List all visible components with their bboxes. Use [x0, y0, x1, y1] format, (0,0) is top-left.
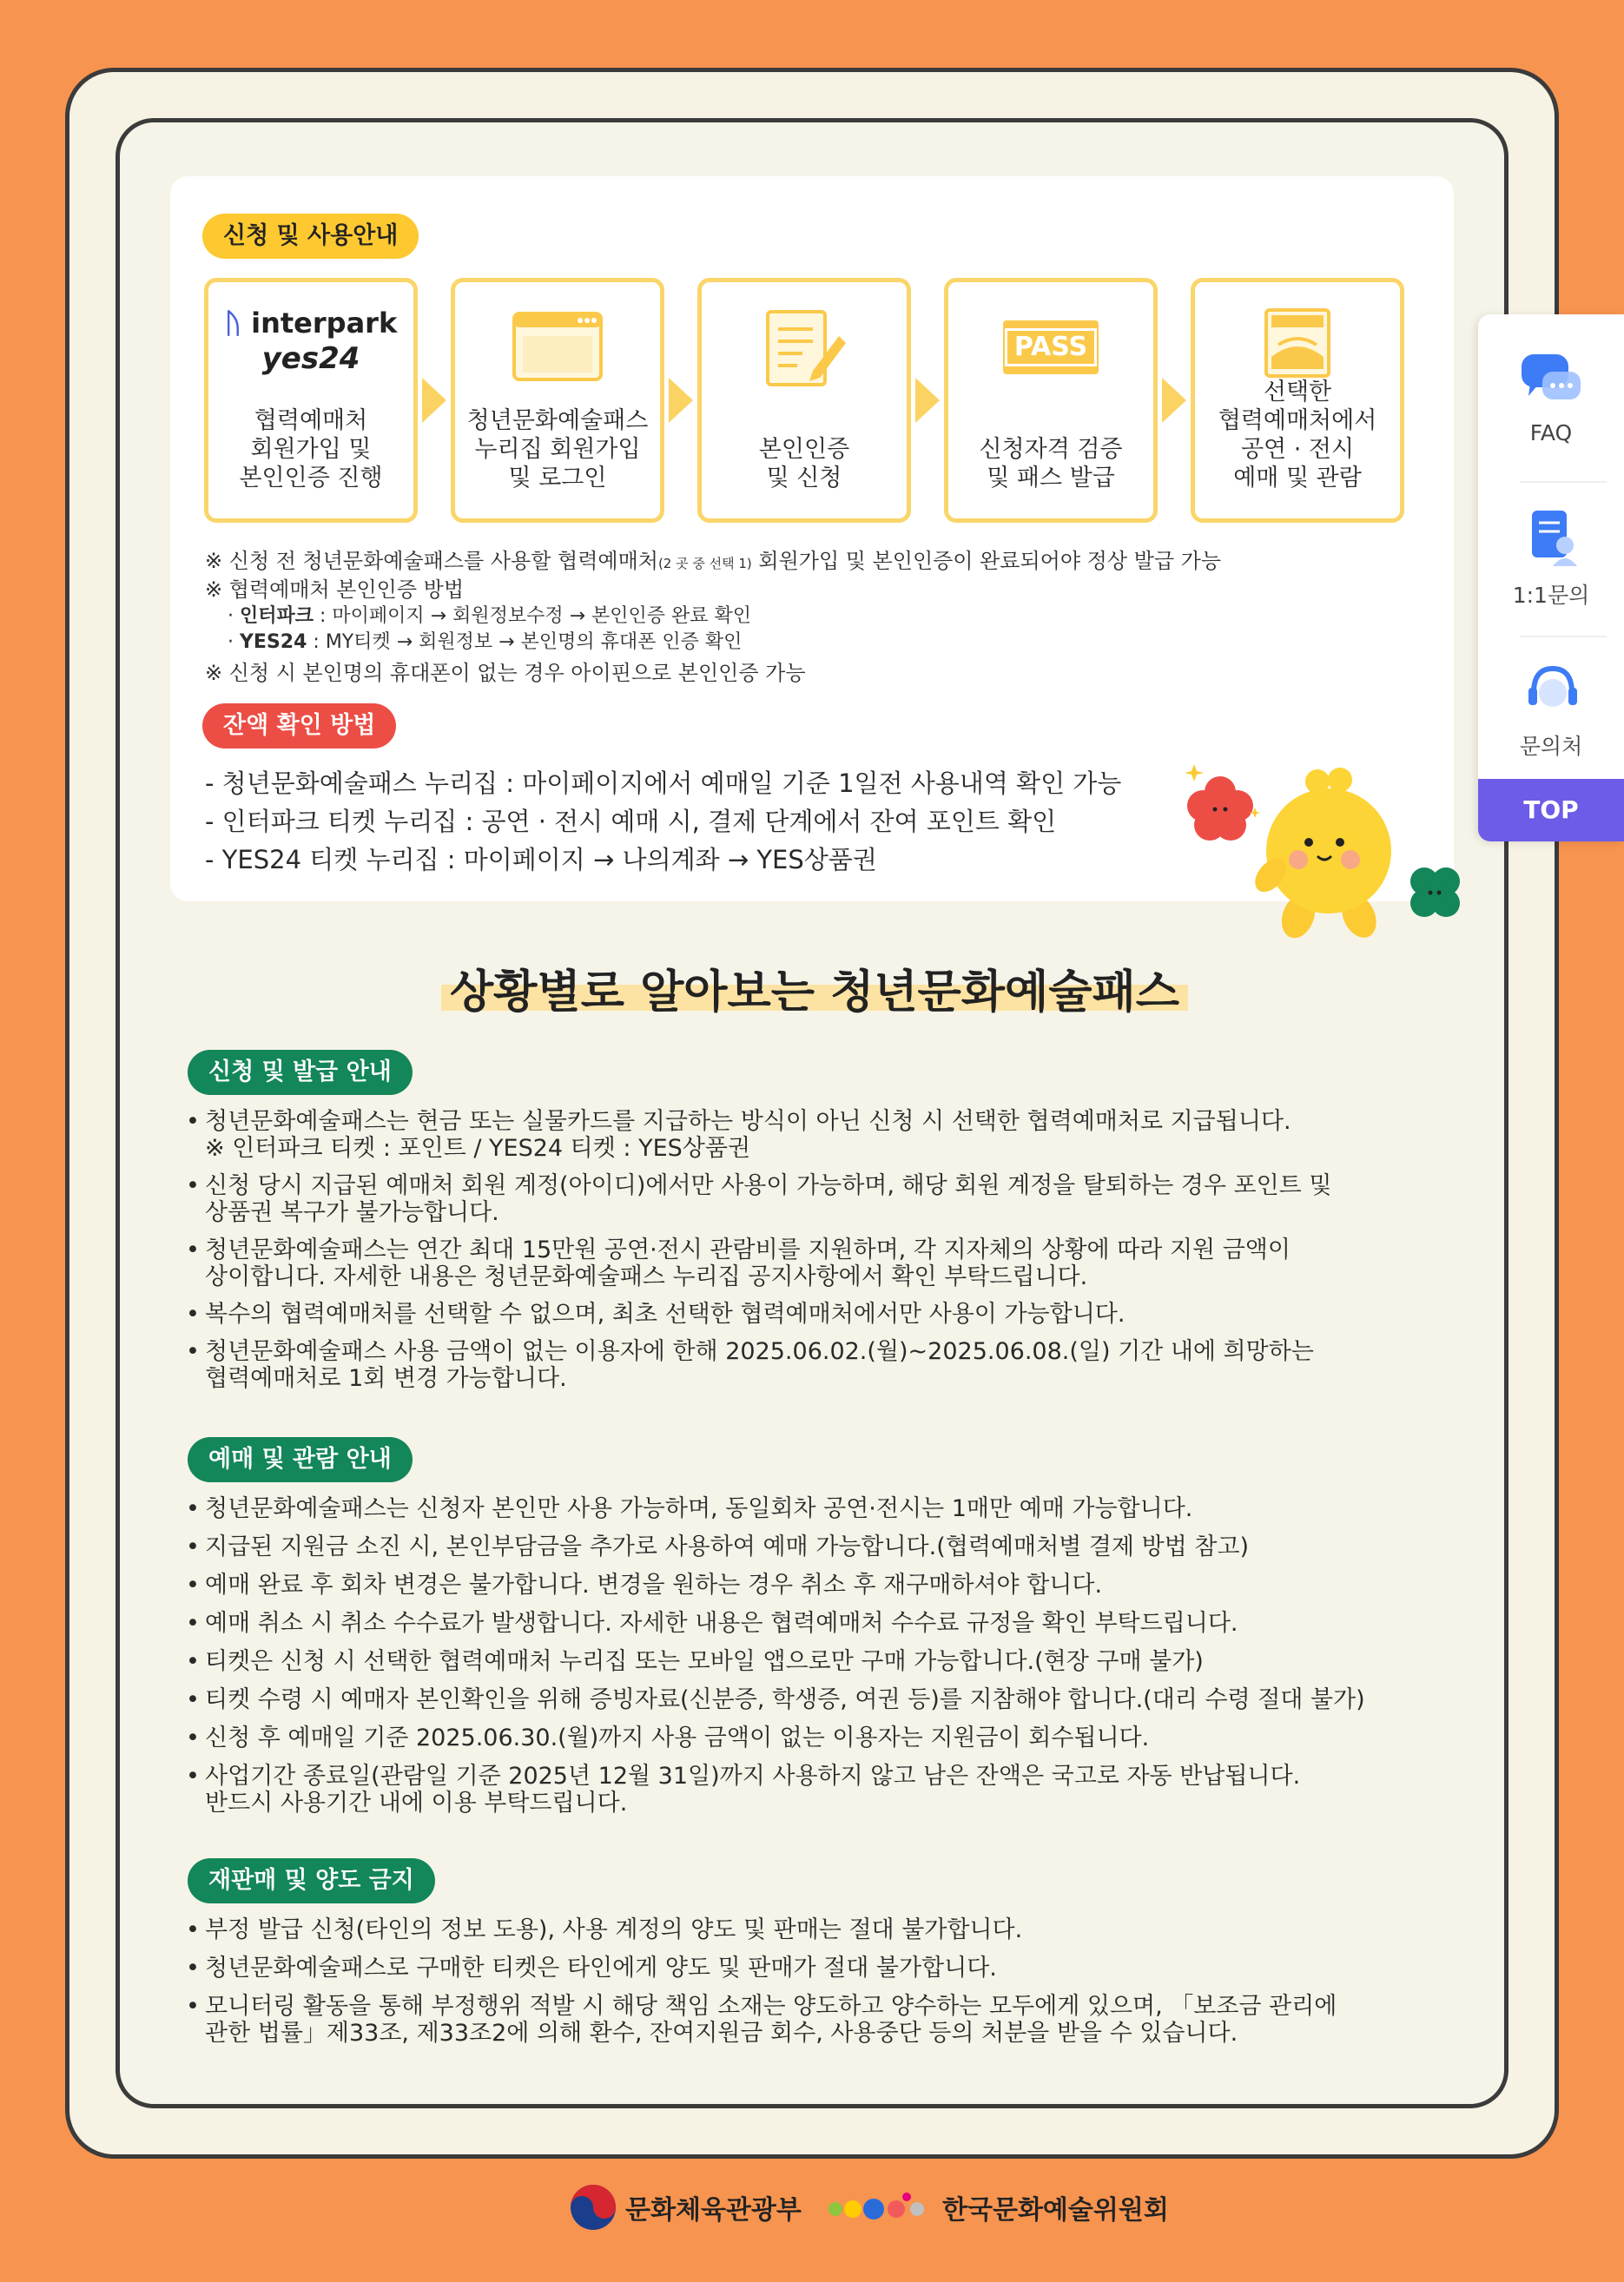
- headset-icon: [1516, 658, 1586, 719]
- list-item: • 모니터링 활동을 통해 부정행위 적발 시 해당 책임 소재는 양도하고 양수하는 모두에게 있으며, 「보조금 관리에 관한 법률」제33조, 제33조2에 의해 환수, 잔여지원금 회수, 사용중단 등의 처분을 받을 수 있습니다.: [184, 1993, 1337, 2047]
- note-1: ※ 신청 전 청년문화예술패스를 사용할 협력예매처(2 곳 중 선택 1) 회원가입 및 본인인증이 완료되어야 정상 발급 가능: [205, 549, 1222, 573]
- list-item: • 부정 발급 신청(타인의 정보 도용), 사용 계정의 양도 및 판매는 절대 불가합니다.: [184, 1916, 1337, 1943]
- list-item: • 신청 후 예매일 기준 2025.06.30.(월)까지 사용 금액이 없는 이용자는 지원금이 회수됩니다.: [184, 1725, 1365, 1751]
- resale-badge: 재판매 및 양도 금지: [188, 1858, 435, 1903]
- balance-line-1: - 청년문화예술패스 누리집 : 마이페이지에서 예매일 기준 1일전 사용내역 확인 가능: [205, 768, 1122, 798]
- list-item: • 티켓은 신청 시 선택한 협력예매처 누리집 또는 모바일 앱으로만 구매 가능합니다.(현장 구매 불가): [184, 1648, 1365, 1675]
- chat-bubble-icon: [1516, 349, 1586, 410]
- side-quick-menu: [1478, 314, 1624, 841]
- inquiry-button[interactable]: 1:1문의: [1478, 507, 1624, 610]
- yellow-mascot-icon: [1249, 768, 1391, 943]
- list-item: • 사업기간 종료일(관람일 기준 2025년 12월 31일)까지 사용하지 않고 남은 잔액은 국고로 자동 반납됩니다. 반드시 사용기간 내에 이용 부탁드립니다.: [184, 1763, 1365, 1817]
- list-item: • 복수의 협력예매처를 선택할 수 없으며, 최초 선택한 협력예매처에서만 사용이 가능합니다.: [184, 1301, 1331, 1328]
- guide-badge: 신청 및 사용안내: [202, 214, 419, 259]
- issue-list: [184, 1108, 1331, 1392]
- list-item: • 청년문화예술패스는 신청자 본인만 사용 가능하며, 동일회차 공연·전시는 1매만 예매 가능합니다.: [184, 1495, 1365, 1522]
- resale-list: [184, 1916, 1337, 2047]
- theater-stage-icon: [1263, 307, 1332, 379]
- issue-badge: 신청 및 발급 안내: [188, 1050, 413, 1095]
- step-3-label: 본인인증 및 신청: [758, 436, 850, 491]
- step-4: [944, 278, 1158, 523]
- side-divider: [1520, 636, 1607, 637]
- main-title: 상황별로 알아보는 청년문화예술패스: [441, 955, 1188, 1018]
- browser-window-icon: [512, 312, 603, 381]
- document-person-icon: [1516, 507, 1586, 568]
- list-item: • 지급된 지원금 소진 시, 본인부담금을 추가로 사용하여 예매 가능합니다.(협력예매처별 결제 방법 참고): [184, 1533, 1365, 1560]
- note-3: · 인터파크 : 마이페이지 → 회원정보수정 → 본인인증 완료 확인: [228, 605, 752, 627]
- step-5: [1191, 278, 1404, 523]
- red-flower-icon: [1187, 776, 1253, 841]
- balance-line-2: - 인터파크 티켓 누리집 : 공연 · 전시 예매 시, 결제 단계에서 잔여 포인트 확인: [205, 807, 1057, 836]
- booking-list: [184, 1495, 1365, 1817]
- list-item: • 예매 완료 후 회차 변경은 불가합니다. 변경을 원하는 경우 취소 후 재구매하셔야 합니다.: [184, 1572, 1365, 1599]
- list-item: • 청년문화예술패스로 구매한 티켓은 타인에게 양도 및 판매가 절대 불가합니다.: [184, 1955, 1337, 1982]
- balance-line-3: - YES24 티켓 누리집 : 마이페이지 → 나의계좌 → YES상품권: [205, 845, 877, 874]
- note-5: ※ 신청 시 본인명의 휴대폰이 없는 경우 아이핀으로 본인인증 가능: [205, 661, 806, 685]
- contact-button[interactable]: 문의처: [1478, 658, 1624, 761]
- mascot-illustration: [1168, 755, 1472, 955]
- step-1-label: 협력예매처 회원가입 및 본인인증 진행: [239, 407, 383, 491]
- step-arrow-4: [1162, 378, 1186, 423]
- faq-button[interactable]: FAQ: [1478, 349, 1624, 445]
- taegeuk-emblem-icon: [569, 2183, 617, 2232]
- top-button[interactable]: TOP: [1478, 779, 1624, 841]
- ministry-logo-text: 문화체육관광부: [625, 2195, 802, 2226]
- list-item: • 청년문화예술패스는 연간 최대 15만원 공연·전시 관람비를 지원하며, 각 지자체의 상황에 따라 지원 금액이 상이합니다. 자세한 내용은 청년문화예술패스 누리집 공지사항에서 확인 부탁드립니다.: [184, 1237, 1331, 1290]
- council-logo-text: 한국문화예술위원회: [942, 2195, 1169, 2226]
- list-item: • 예매 취소 시 취소 수수료가 발생합니다. 자세한 내용은 협력예매처 수수료 규정을 확인 부탁드립니다.: [184, 1610, 1365, 1637]
- list-item: • 티켓 수령 시 예매자 본인확인을 위해 증빙자료(신분증, 학생증, 여권 등)를 지참해야 합니다.(대리 수령 절대 불가): [184, 1686, 1365, 1713]
- list-item: • 청년문화예술패스는 현금 또는 실물카드를 지급하는 방식이 아닌 신청 시 선택한 협력예매처로 지급됩니다. ※ 인터파크 티켓 : 포인트 / YES24 티켓 : YES상품권: [184, 1108, 1331, 1162]
- pass-ticket-icon: PASS: [1003, 320, 1099, 374]
- side-divider: [1520, 481, 1607, 483]
- step-2: [451, 278, 664, 523]
- step-arrow-3: [915, 378, 940, 423]
- step-4-label: 신청자격 검증 및 패스 발급: [979, 436, 1123, 491]
- document-pen-icon: [759, 307, 849, 390]
- footer: [0, 2171, 1624, 2240]
- step-arrow-2: [669, 378, 693, 423]
- step-1: [204, 278, 418, 523]
- note-4: · YES24 : MY티켓 → 회원정보 → 본인명의 휴대폰 인증 확인: [228, 631, 743, 653]
- step-3: [697, 278, 911, 523]
- arts-council-logo-icon: [823, 2190, 934, 2225]
- step-arrow-1: [422, 378, 446, 423]
- step-5-label: 선택한 협력예매처에서 공연 · 전시 예매 및 관람: [1218, 379, 1377, 491]
- booking-badge: 예매 및 관람 안내: [188, 1437, 413, 1482]
- green-clover-icon: [1410, 867, 1460, 917]
- list-item: • 청년문화예술패스 사용 금액이 없는 이용자에 한해 2025.06.02.(월)~2025.06.08.(일) 기간 내에 희망하는 협력예매처로 1회 변경 가능합니다.: [184, 1338, 1331, 1392]
- list-item: • 신청 당시 지급된 예매처 회원 계정(아이디)에서만 사용이 가능하며, 해당 회원 계정을 탈퇴하는 경우 포인트 및 상품권 복구가 불가능합니다.: [184, 1172, 1331, 1226]
- interpark-figure-icon: ᚢ: [224, 307, 241, 340]
- interpark-yes24-logo: ᚢ interpark yes24: [224, 307, 398, 376]
- balance-badge: 잔액 확인 방법: [202, 703, 396, 749]
- note-2: ※ 협력예매처 본인인증 방법: [205, 577, 465, 602]
- step-2-label: 청년문화예술패스 누리집 회원가입 및 로그인: [466, 407, 649, 491]
